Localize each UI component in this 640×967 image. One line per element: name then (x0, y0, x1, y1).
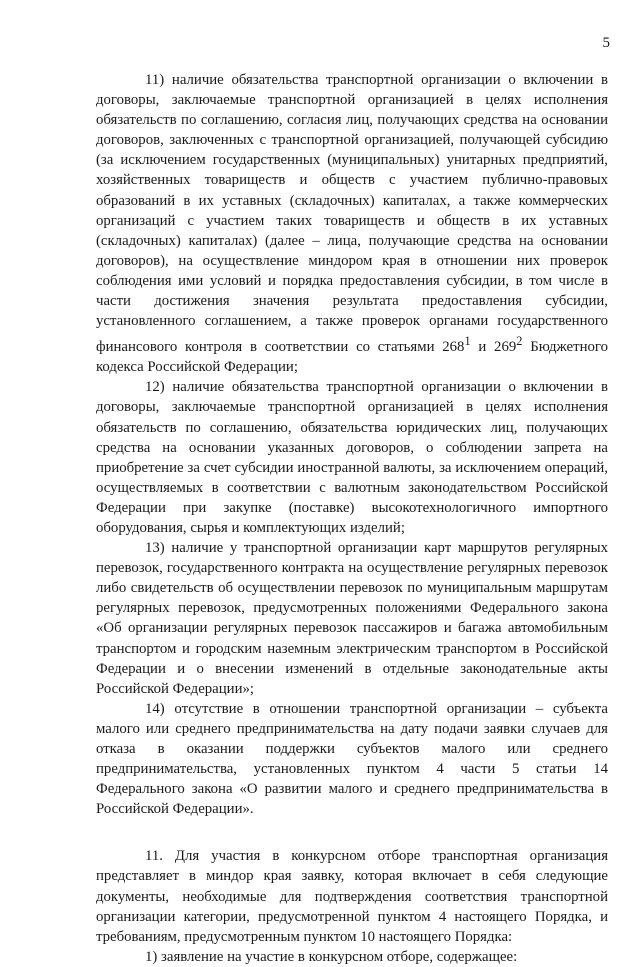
superscript-2: 2 (516, 334, 523, 349)
paragraph-item-11-text: 11) наличие обязательства транспортной организации о включении в договоры, заключаемые транспортной организацией в целях исполнения обязательств по соглашению, согласия лиц, получающих средства на основании договоров, заключенных с транспортной организацией, получающей субсидию (за исключением государственных (муниципальных) унитарных предприятий, хозяйственных товариществ и обществ с участием публично-правовых образований в их уставных (складочных) капиталах, а также коммерческих организаций с участием таких товариществ и обществ в их уставных (складочных) капиталах) (далее – лица, получающие средства на основании договоров), на осуществление миндором края в отношении них проверок соблюдения ими условий и порядка предоставления субсидии, в том числе в части достижения значения результата предоставления субсидии, установленного соглашением, а также проверок органами государственного финансового контроля в соответствии со статьями 268 (96, 72, 608, 356)
section-11: 11. Для участия в конкурсном отборе транспортная организация представляет в миндор края заявку, которая включает в себя следующие документы, необходимые для подтверждения соответствия транспортной организации категории, предусмотренной пунктом 4 настоящего Порядка, и требованиям, предусмотренным пунктом 10 настоящего Порядка: (96, 848, 608, 945)
page-number: 5 (602, 35, 610, 51)
paragraph-item-11-end: Бюджетного кодекса Российской Федерации; (96, 339, 609, 376)
paragraph-item-11 (96, 70, 608, 377)
paragraph-item-11-mid: и 269 (470, 339, 517, 356)
section-11-item-1: 1) заявление на участие в конкурсном отборе, содержащее: (145, 948, 518, 965)
paragraph-item-12: 12) наличие обязательства транспортной организации о включении в договоры, заключаемые транспортной организацией в целях исполнения обязательств по соглашению, обязательства юридических лиц, получающих средства на основании указанных договоров, о соблюдении запрета на приобретение за счет субсидии иностранной валюты, за исключением операций, осуществляемых в соответствии с валютным законодательством Российской Федерации при закупке (поставке) высокотехнологичного импортного оборудования, сырья и комплектующих изделий; (96, 379, 608, 536)
paragraph-item-14: 14) отсутствие в отношении транспортной организации – субъекта малого или среднего предпринимательства на дату подачи заявки случаев для отказа в оказании поддержки субъектов малого или среднего предпринимательства, установленных пунктом 4 части 5 статьи 14 Федерального закона «О развитии малого и среднего предпринимательства в Российской Федерации». (96, 700, 608, 818)
superscript-1: 1 (464, 334, 471, 349)
section-spacer (96, 819, 608, 846)
document-body (96, 70, 608, 967)
paragraph-item-13: 13) наличие у транспортной организации карт маршрутов регулярных перевозок, государственного контракта на осуществление регулярных перевозок либо свидетельств об осуществлении перевозок по муниципальным маршрутам регулярных перевозок, предусмотренных положениями Федерального закона «Об организации регулярных перевозок пассажиров и багажа автомобильным транспортом и городским наземным электрическим транспортом в Российской Федерации и о внесении изменений в отдельные законодательные акты Российской Федерации»; (96, 540, 608, 697)
